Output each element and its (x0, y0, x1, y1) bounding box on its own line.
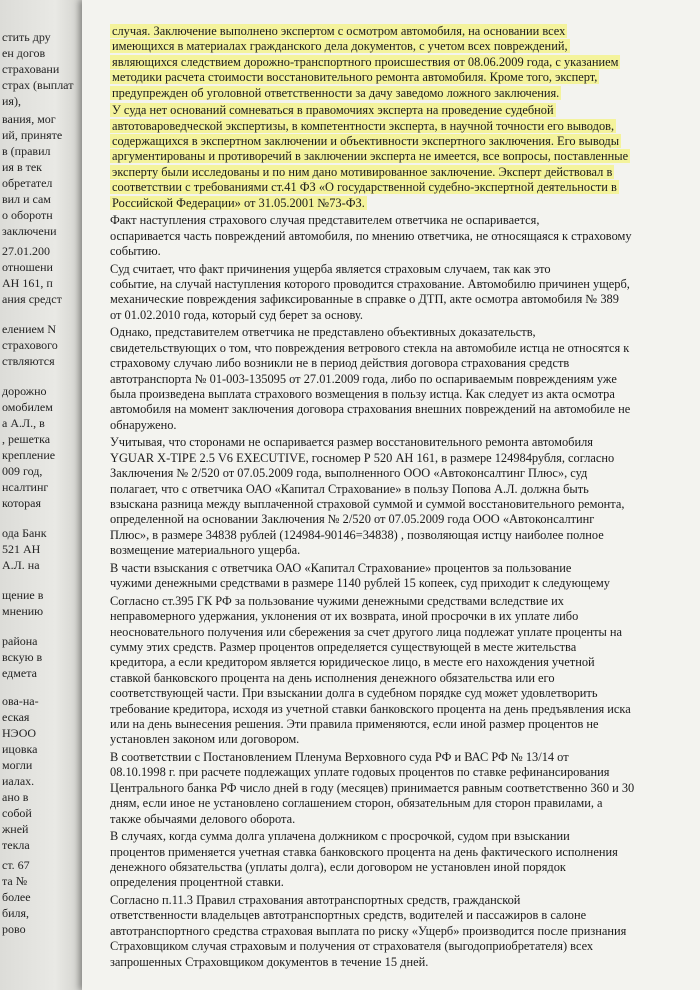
document-line: Плюс», в размере 34838 рублей (124984-90146=34838) , позволяющая истцу наиболее полное (110, 527, 604, 542)
document-line: автотовароведческой экспертизы, в компетентности эксперта, в научной точности его выводов, (112, 118, 615, 133)
left-fragment: ий, приняте (2, 128, 63, 142)
left-fragment: ия), (2, 94, 21, 108)
document-line: процентов применяется учетная ставка банковского процента на день фактического исполнения (110, 844, 618, 859)
document-line: случая. Заключение выполнено экспертом с осмотром автомобиля, на основании всех (112, 24, 566, 38)
document-line: кредитора, а если кредитором является юридическое лицо, в месте его нахождения учетной (110, 655, 595, 670)
left-fragment: текла (2, 838, 30, 852)
left-fragment: ен догов (2, 46, 46, 60)
document-line: эксперту были исследованы и по ним дано мотивированное заключение. Эксперт действовал в (112, 164, 613, 179)
document-line: 08.10.1998 г. при расчете подлежащих уплате годовых процентов по ставке рефинансирования (110, 765, 610, 780)
left-fragment: отношени (2, 260, 53, 274)
document-line: возмещение материального ущерба. (110, 543, 301, 558)
left-fragment: рово (2, 922, 26, 936)
left-fragment: дорожно (2, 384, 47, 398)
document-line: автотранспорта № 01-003-135095 от 27.01.2009 года, либо по оспариваемым повреждениям уже (110, 371, 617, 386)
left-fragment: в (правил (2, 144, 51, 158)
left-fragment: ано в (2, 790, 29, 804)
underlying-page-strip (0, 0, 92, 990)
document-line: У суда нет оснований сомневаться в правомочиях эксперта на проведение судебной (112, 103, 554, 118)
document-line: взыскана разница между выплаченной страховой суммой и суммой восстановительного ремонта, (110, 497, 625, 511)
document-line: Факт наступления страхового случая представителем ответчика не оспаривается, (110, 213, 540, 228)
document-line: от 01.02.2010 года, который суд берет за основу. (110, 307, 363, 322)
document-line: определения процентной ставки. (110, 875, 284, 890)
left-fragment: та № (2, 874, 28, 888)
document-line: была произведена выплата страхового возмещения в пользу истца. Как следует из акта осмотра (110, 387, 615, 401)
left-fragment: мнению (2, 604, 44, 618)
left-fragment: вскую в (2, 650, 43, 664)
document-line: В части взыскания с ответчика ОАО «Капитал Страхование» процентов за пользование (110, 560, 572, 575)
document-line: Страховщиком случая страховым и получения от страхователя (выгодоприобретателя) всех (110, 939, 594, 954)
document-line: методики расчета стоимости восстановительного ремонта автомобиля. Кроме того, эксперт, (112, 70, 598, 85)
document-line: ставкой банковского процента на день исполнения денежного обязательства или его (110, 670, 555, 685)
document-line: свидетельствующих о том, что повреждения ветрового стекла на автомобиле истца не относятся к (110, 340, 630, 355)
left-fragment: НЭОО (2, 726, 37, 740)
left-fragment: 009 год, (2, 464, 43, 478)
left-fragment: страхового (2, 338, 58, 352)
left-fragment: 521 АН (2, 542, 41, 556)
left-fragment: крепление (2, 448, 56, 462)
document-line: В соответствии с Постановлением Пленума Верховного суда РФ и ВАС РФ № 13/14 от (110, 750, 569, 764)
document-line: дням, если иное не установлено соглашением сторон, обязательным для сторон правилами, а (110, 796, 603, 811)
document-line: имеющихся в материалах гражданского дела документов, с учетом всех повреждений, (112, 39, 568, 54)
left-fragment: иалах. (2, 774, 35, 788)
left-fragment: ст. 67 (2, 858, 30, 872)
left-fragment: омобилем (2, 400, 53, 414)
left-fragment: страховани (2, 62, 60, 76)
left-fragment: ствляются (2, 354, 55, 368)
document-line: определенной на основании Заключения № 2/520 от 07.05.2009 года ООО «Автоконсалтинг (110, 512, 595, 527)
document-line: В случаях, когда сумма долга уплачена должником с просрочкой, судом при взыскании (110, 829, 570, 844)
left-fragment: собой (2, 806, 32, 820)
document-line: соответствующей части. При взыскании долга в судебном порядке суд может удовлетворить (110, 686, 598, 701)
left-fragment: страх (выплат (2, 78, 74, 92)
left-fragment: вания, мог (2, 112, 56, 126)
left-fragment: ания средст (2, 292, 62, 306)
document-line: установлен законом или договором. (110, 732, 300, 747)
document-line: обнаружено. (110, 417, 177, 432)
left-fragment: а А.Л., в (2, 416, 45, 430)
document-line: оспаривается часть повреждений автомобиля, по мнению ответчика, не относящаяся к страховому (110, 228, 632, 243)
document-line: также обычаями делового оборота. (110, 811, 296, 826)
left-fragment: елением N (2, 322, 57, 336)
document-line: запрошенных Страховщиком документов в течение 15 дней. (110, 954, 429, 969)
left-fragment: ова-на- (2, 694, 39, 708)
left-fragment: вил и сам (2, 192, 51, 206)
left-fragment: А.Л. на (2, 558, 40, 572)
document-line: требование кредитора, исходя из учетной ставки банковского процента на день предъявления иска (110, 701, 631, 716)
left-fragment: заключени (2, 224, 57, 238)
document-line: Суд считает, что факт причинения ущерба является страховым случаем, так как это (110, 261, 551, 276)
document-line: соответствии с требованиями ст.41 ФЗ «О государственной судебно-экспертной деятельности в (112, 180, 617, 195)
left-fragment: ия в тек (2, 160, 43, 174)
document-line: Однако, представителем ответчика не представлено объективных доказательств, (110, 325, 536, 340)
left-fragment: могли (2, 758, 33, 772)
document-line: Заключения № 2/520 от 07.05.2009 года, выполненного ООО «Автоконсалтинг Плюс», суд (110, 466, 588, 481)
document-page (82, 0, 700, 990)
document-line: или на день вынесения решения. Эти правила применяются, если иной размер процентов не (110, 717, 599, 731)
left-fragment: еская (2, 710, 30, 724)
document-line: неправомерного удержания, уклонения от их возврата, иной просрочки в их уплате либо (110, 609, 579, 624)
document-line: Центрального банка РФ число дней в году (месяцев) принимается равным соответственно 360 и 30 (110, 780, 635, 795)
left-fragment: щение в (2, 588, 44, 602)
left-fragment: обретател (2, 176, 53, 190)
left-fragment: едмета (2, 666, 37, 680)
document-line: Учитывая, что сторонами не оспаривается размер восстановительного ремонта автомобиля (110, 435, 593, 450)
left-fragment: о оборотн (2, 208, 53, 222)
document-line: событие, на случай наступления которого проводится страхование. Автомобилю причинен ущерб, (110, 277, 630, 291)
left-fragment: биля, (2, 906, 30, 920)
document-line: содержащихся в экспертном заключении и объективности экспертного заключения. Его выводы (112, 134, 620, 148)
left-fragment: района (2, 634, 38, 648)
left-fragment: более (2, 890, 31, 904)
document-line: Согласно ст.395 ГК РФ за пользование чужими денежными средствами вследствие их (110, 593, 564, 608)
document-line: предупрежден об уголовной ответственности за дачу заведомо ложного заключения. (112, 85, 560, 100)
left-fragment: жней (2, 822, 29, 836)
left-fragment: 27.01.200 (2, 244, 50, 258)
left-fragment: , решетка (2, 432, 51, 446)
document-line: ответственности владельцев автотранспортных средств, водителей и пассажиров в салоне (110, 908, 587, 923)
left-fragment: нсалтинг (2, 480, 49, 494)
document-line: полагает, что с ответчика ОАО «Капитал Страхование» в пользу Попова А.Л. должна быть (110, 481, 589, 496)
document-line: YGUAR X-TIPE 2.5 V6 EXECUTIVE, госномер Р 520 АН 161, в размере 124984рубля, согласно (110, 450, 615, 465)
document-line: чужими денежными средствами в размере 1140 рублей 15 копеек, суд приходит к следующему (110, 576, 610, 591)
document-line: Российской Федерации» от 31.05.2001 №73-ФЗ. (112, 195, 365, 210)
document-line: денежного обязательства (уплаты долга), если договором не установлен иной порядок (110, 860, 566, 874)
left-fragment: АН 161, п (2, 276, 53, 290)
document-line: аргументированы и противоречий в заключении эксперта не имеется, все вопросы, поставленные (112, 149, 629, 164)
document-line: страховому случаю либо возникли не в период действия договора страхования средств (110, 356, 570, 371)
document-line: автотранспортного средства страховая выплата по риску «Ущерб» производится после признания (110, 923, 627, 938)
left-fragment: ицовка (2, 742, 38, 756)
document-line: являющихся следствием дорожно-транспортного происшествия от 08.06.2009 года, с указанием (112, 54, 619, 69)
document-line: неосновательного получения или сбережения за счет другого лица подлежат уплате проценты на (110, 624, 623, 639)
left-fragment: которая (2, 496, 41, 510)
document-line: механические повреждения зафиксированные в справке о ДТП, акте осмотра автомобиля № 389 (110, 292, 619, 307)
document-line: автомобиля на момент заключения договора страхования внешних повреждений на автомобиле не (110, 402, 631, 417)
left-fragment: ода Банк (2, 526, 47, 540)
document-line: событию. (110, 244, 161, 258)
document-line: Согласно п.11.3 Правил страхования автотранспортных средств, гражданской (110, 893, 521, 907)
document-line: сумму этих средств. Размер процентов определяется существующей в месте жительства (110, 640, 577, 654)
left-fragment: стить дру (2, 30, 51, 44)
